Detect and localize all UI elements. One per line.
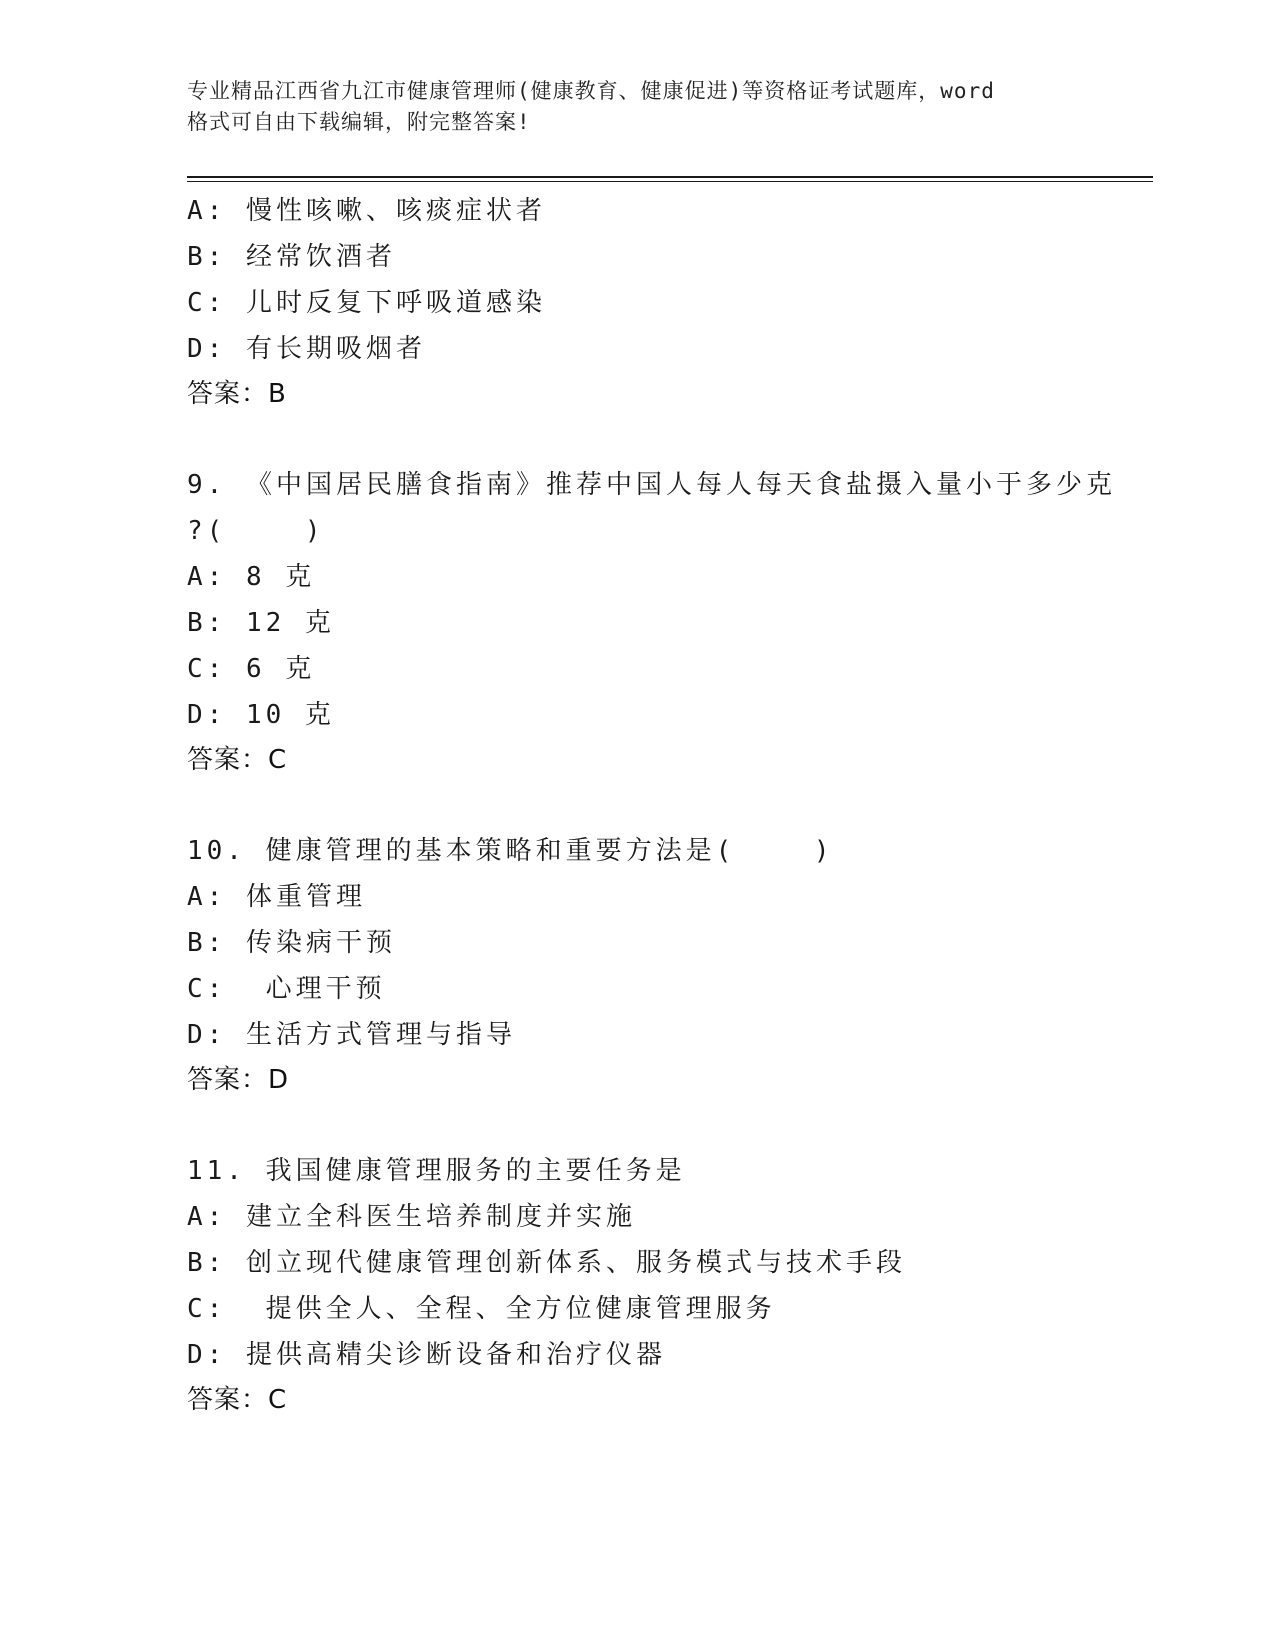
option-a: A: 8 克	[187, 562, 316, 592]
option-a: A: 体重管理	[187, 882, 366, 912]
option-b: B: 传染病干预	[187, 928, 396, 958]
header-divider-thin	[187, 181, 1153, 182]
question-stem-continued: ?( )	[187, 516, 325, 546]
option-c: C: 儿时反复下呼吸道感染	[187, 288, 546, 318]
question-stem: 11. 我国健康管理服务的主要任务是	[187, 1156, 686, 1186]
option-c: C: 心理干预	[187, 974, 386, 1004]
question-stem: 10. 健康管理的基本策略和重要方法是( )	[187, 836, 834, 866]
answer-label: 答案：D	[187, 1065, 290, 1095]
spacer	[187, 1102, 1137, 1148]
spacer	[187, 416, 1137, 462]
question-8	[187, 188, 1137, 416]
question-11	[187, 1148, 1137, 1422]
option-b: B: 12 克	[187, 608, 335, 638]
option-b: B: 经常饮酒者	[187, 242, 396, 272]
question-stem: 9. 《中国居民膳食指南》推荐中国人每人每天食盐摄入量小于多少克	[187, 470, 1116, 500]
document-header	[187, 76, 1087, 138]
answer-label: 答案：C	[187, 745, 288, 775]
option-c: C: 提供全人、全程、全方位健康管理服务	[187, 1294, 776, 1324]
option-d: D: 10 克	[187, 700, 335, 730]
answer-label: 答案：B	[187, 379, 287, 409]
option-d: D: 有长期吸烟者	[187, 334, 426, 364]
header-divider-thick	[187, 176, 1153, 178]
spacer	[187, 782, 1137, 828]
option-c: C: 6 克	[187, 654, 316, 684]
header-line-2: 格式可自由下载编辑，附完整答案!	[187, 110, 531, 134]
question-list	[187, 188, 1137, 1422]
answer-label: 答案：C	[187, 1385, 288, 1415]
option-b: B: 创立现代健康管理创新体系、服务模式与技术手段	[187, 1248, 906, 1278]
question-9	[187, 462, 1137, 782]
option-a: A: 慢性咳嗽、咳痰症状者	[187, 196, 546, 226]
option-d: D: 生活方式管理与指导	[187, 1020, 516, 1050]
option-d: D: 提供高精尖诊断设备和治疗仪器	[187, 1340, 666, 1370]
option-a: A: 建立全科医生培养制度并实施	[187, 1202, 636, 1232]
header-line-1: 专业精品江西省九江市健康管理师(健康教育、健康促进)等资格证考试题库，word	[187, 79, 995, 103]
question-10	[187, 828, 1137, 1102]
